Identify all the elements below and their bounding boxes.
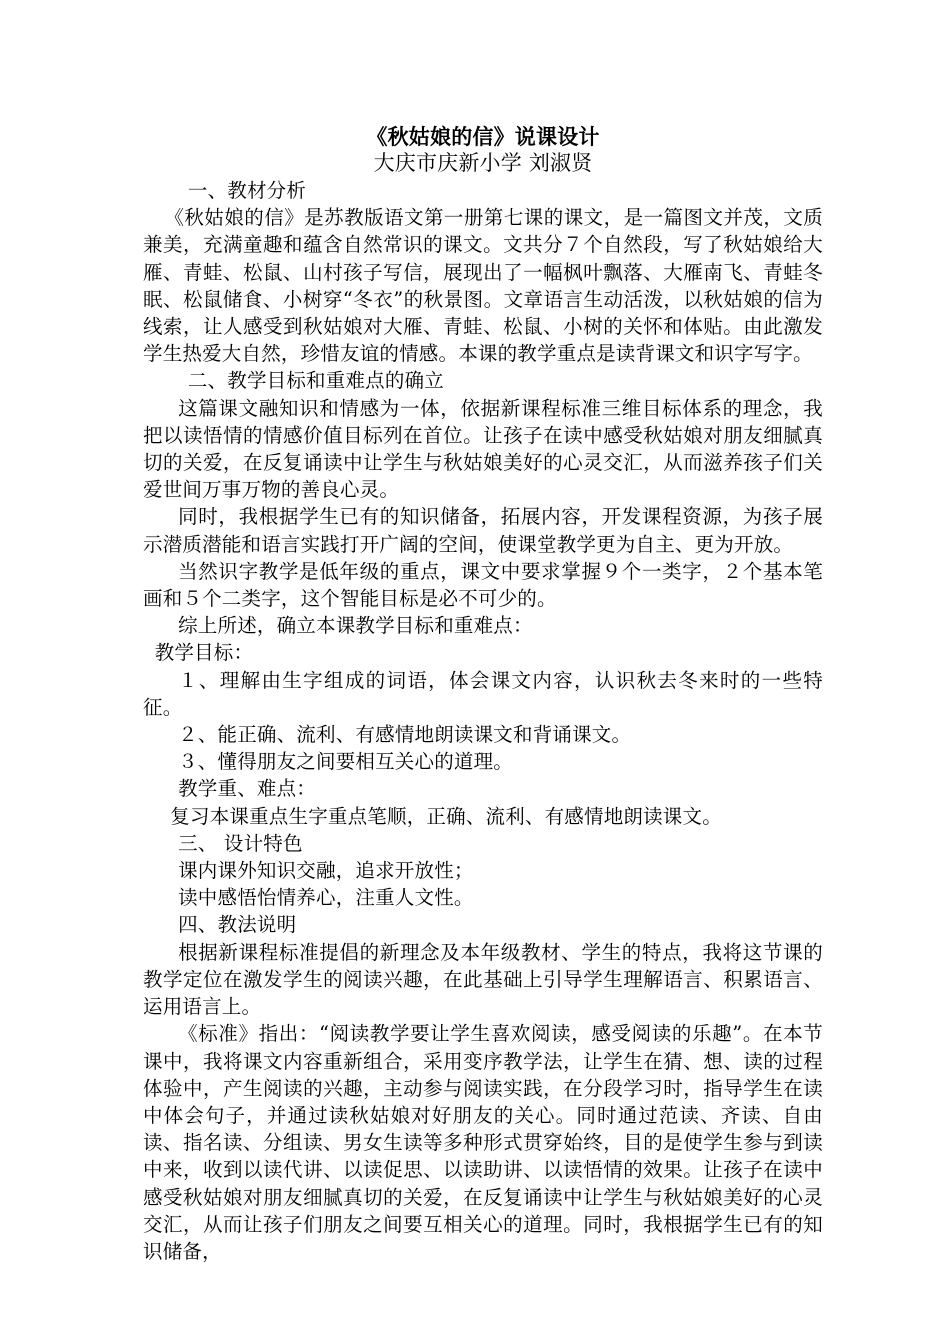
section-heading-1: 一、教材分析 bbox=[187, 179, 307, 202]
paragraph: 综上所述，确立本课教学目标和重难点： bbox=[178, 614, 533, 638]
goal-item: ３、懂得朋友之间要相互关心的道理。 bbox=[178, 750, 513, 774]
feature-item: 课内课外知识交融，追求开放性； bbox=[178, 859, 474, 883]
paragraph: 《秋姑娘的信》是苏教版语文第一册第七课的课文，是一篇图文并茂，文质兼美，充满童趣和蕴含自然常识的课文。文共分７个自然段，写了秋姑娘给大雁、青蛙、松鼠、山村孩子写信，展现出了一幅枫叶飘落、大雁南飞、青蛙冬眠、松鼠储食、小树穿“冬衣”的秋景图。文章语言生动活泼，以秋姑娘的信为线索，让人感受到秋姑娘对大雁、青蛙、松鼠、小树的关怀和体贴。由此激发学生热爱大自然，珍惜友谊的情感。本课的教学重点是读背课文和识字写字。 bbox=[143, 206, 823, 366]
paragraph: 根据新课程标准提倡的新理念及本年级教材、学生的特点，我将这节课的教学定位在激发学生的阅读兴趣，在此基础上引导学生理解语言、积累语言、运用语言上。 bbox=[143, 940, 823, 1019]
paragraph: 《标准》指出：“阅读教学要让学生喜欢阅读，感受阅读的乐趣”。在本节课中，我将课文内容重新组合，采用变序教学法，让学生在猜、想、读的过程体验中，产生阅读的兴趣，主动参与阅读实践，在分段学习时，指导学生在读中体会句子，并通过读秋姑娘对好朋友的关心。同时通过范读、齐读、自由读、指名读、分组读、男女生读等多种形式贯穿始终，目的是使学生参与到读中来，收到以读代讲、以读促思、以读助讲、以读悟情的效果。让孩子在读中感受秋姑娘对朋友细腻真切的关爱，在反复诵读中让学生与秋姑娘美好的心灵交汇，从而让孩子们朋友之间要互相关心的道理。同时，我根据学生已有的知识储备， bbox=[143, 1022, 823, 1263]
subheading-goals: 教学目标： bbox=[154, 641, 254, 665]
paragraph: 复习本课重点生字重点笔顺，正确、流利、有感情地朗读课文。 bbox=[170, 804, 722, 828]
goal-item: ２、能正确、流利、有感情地朗读课文和背诵课文。 bbox=[178, 723, 632, 747]
goal-item: １、理解由生字组成的词语，体会课文内容，认识秋去冬来时的一些特征。 bbox=[143, 668, 823, 719]
feature-item: 读中感悟怡情养心，注重人文性。 bbox=[178, 886, 474, 910]
author-line: 大庆市庆新小学 刘淑贤 bbox=[373, 151, 593, 175]
section-heading-4: 四、教法说明 bbox=[178, 913, 297, 937]
section-heading-2: 二、教学目标和重难点的确立 bbox=[187, 369, 444, 393]
paragraph: 当然识字教学是低年级的重点，课文中要求掌握９个一类字，２个基本笔画和５个二类字，这个智能目标是必不可少的。 bbox=[143, 559, 823, 611]
subheading-key-points: 教学重、难点： bbox=[178, 777, 316, 801]
paragraph: 这篇课文融知识和情感为一体，依据新课程标准三维目标体系的理念，我把以读悟情的情感价值目标列在首位。让孩子在读中感受秋姑娘对朋友细腻真切的关爱，在反复诵读中让学生与秋姑娘美好的心灵交汇，从而滋养孩子们关爱世间万事万物的善良心灵。 bbox=[143, 396, 823, 502]
paragraph: 同时，我根据学生已有的知识储备，拓展内容，开发课程资源，为孩子展示潜质潜能和语言实践打开广阔的空间，使课堂教学更为自主、更为开放。 bbox=[143, 505, 823, 556]
document-title: 《秋姑娘的信》说课设计 bbox=[366, 124, 600, 149]
document-body bbox=[143, 123, 823, 1265]
section-heading-3: 三、 设计特色 bbox=[178, 831, 303, 855]
